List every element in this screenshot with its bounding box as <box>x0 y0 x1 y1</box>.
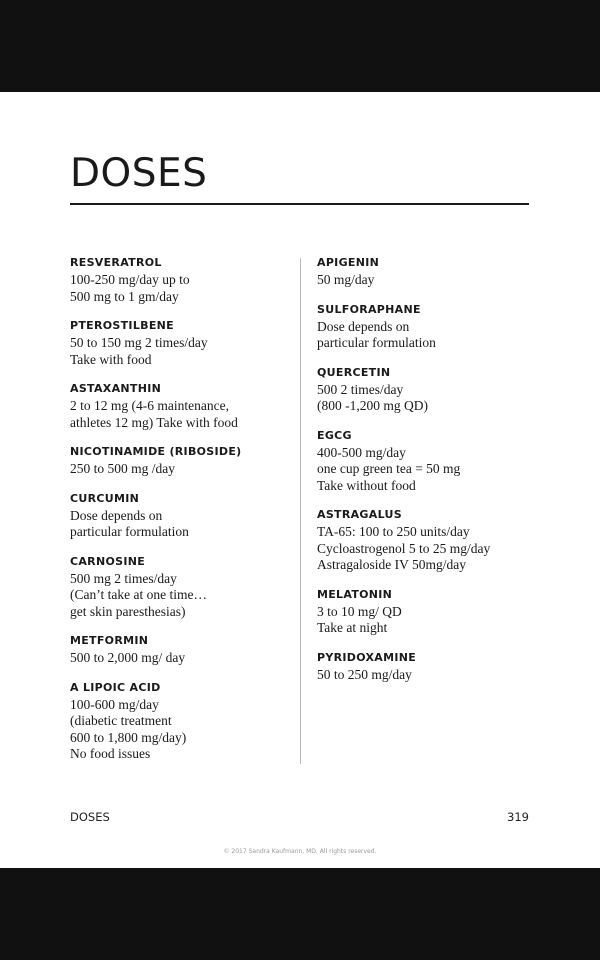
dose-entry-line: (Can’t take at one time… <box>70 587 207 602</box>
dose-entry-name: PTEROSTILBENE <box>70 319 174 332</box>
dose-entry-name: PYRIDOXAMINE <box>317 650 417 664</box>
dose-entry-name: RESVERATROL <box>70 256 162 269</box>
dose-entry-line: Take with food <box>70 351 152 367</box>
dose-entry <box>70 445 295 478</box>
footer-section-title: DOSES <box>70 810 110 824</box>
dose-entry-line: Take without food <box>317 477 416 493</box>
dose-entry <box>317 508 532 574</box>
dose-entry-name: METFORMIN <box>70 634 149 647</box>
dose-entry <box>70 492 295 541</box>
dose-entry-line: 50 to 150 mg 2 times/day <box>70 335 208 350</box>
dose-entry-name: APIGENIN <box>317 256 380 269</box>
dose-entry-line: 50 to 250 mg/day <box>317 666 412 682</box>
left-dose-column <box>70 256 295 763</box>
dose-entry-line: athletes 12 mg) Take with food <box>70 414 238 430</box>
dose-entry <box>317 651 532 684</box>
dose-entry <box>317 588 532 637</box>
dose-entry-line: 100-600 mg/day <box>70 696 159 712</box>
dose-entry-line: Astragaloside IV 50mg/day <box>317 557 466 572</box>
dose-entry-line: Dose depends on <box>70 507 163 523</box>
top-black-band <box>0 0 600 92</box>
dose-entry-line: No food issues <box>70 746 151 761</box>
dose-entry <box>70 634 295 667</box>
dose-entry <box>70 555 295 621</box>
dose-entry <box>70 319 295 368</box>
dose-entry <box>70 256 295 305</box>
dose-entry-line: 50 mg/day <box>317 272 375 287</box>
title-rule <box>70 203 529 205</box>
dose-entry-line: 500 2 times/day <box>317 381 404 397</box>
dose-entry <box>70 681 295 763</box>
dose-entry <box>317 256 532 289</box>
dose-entry <box>317 303 532 352</box>
dose-entry-line: particular formulation <box>70 524 189 539</box>
dose-entry-line: particular formulation <box>317 335 436 350</box>
dose-entry-line: Cycloastrogenol 5 to 25 mg/day <box>317 540 491 556</box>
dose-entry <box>317 429 532 495</box>
dose-entry-line: 500 mg to 1 gm/day <box>70 288 179 304</box>
dose-entry-line: 3 to 10 mg/ QD <box>317 603 402 619</box>
dose-entry-line: Take at night <box>317 620 388 635</box>
dose-entry-line: 500 to 2,000 mg/ day <box>70 650 186 665</box>
bottom-black-band <box>0 868 600 960</box>
dose-entry-name: A LIPOIC ACID <box>70 680 161 694</box>
copyright-notice: © 2017 Sandra Kaufmann, MD. All rights reserved. <box>223 848 377 855</box>
dose-entry-line: 250 to 500 mg /day <box>70 461 175 476</box>
dose-entry-name: ASTAXANTHIN <box>70 382 162 395</box>
column-divider <box>300 258 301 764</box>
dose-entry-line: 500 mg 2 times/day <box>70 570 177 586</box>
dose-entry-line: one cup green tea = 50 mg <box>317 461 461 476</box>
dose-entry-line: TA-65: 100 to 250 units/day <box>317 524 470 539</box>
dose-entry-line: 400-500 mg/day <box>317 444 406 460</box>
dose-entry-line: 600 to 1,800 mg/day) <box>70 729 187 745</box>
page-title: DOSES <box>70 151 208 196</box>
dose-entry-line: (diabetic treatment <box>70 713 172 728</box>
dose-entry <box>70 382 295 431</box>
dose-entry-name: QUERCETIN <box>317 365 391 379</box>
dose-entry-line: Dose depends on <box>317 318 410 334</box>
dose-entry-name: EGCG <box>317 428 352 442</box>
dose-entry-line: 100-250 mg/day up to <box>70 272 190 287</box>
dose-entry-name: ASTRAGALUS <box>317 508 402 521</box>
dose-entry-name: SULFORAPHANE <box>317 302 421 316</box>
dose-entry-line: get skin paresthesias) <box>70 603 186 619</box>
dose-entry-name: NICOTINAMIDE (RIBOSIDE) <box>70 445 242 458</box>
dose-entry-line: (800 -1,200 mg QD) <box>317 398 428 413</box>
right-dose-column <box>317 256 532 683</box>
dose-entry <box>317 366 532 415</box>
dose-entry-name: CARNOSINE <box>70 554 146 568</box>
dose-entry-name: CURCUMIN <box>70 491 140 505</box>
dose-entry-line: 2 to 12 mg (4-6 maintenance, <box>70 398 229 413</box>
dose-entry-name: MELATONIN <box>317 587 393 601</box>
page-number: 319 <box>507 810 529 824</box>
